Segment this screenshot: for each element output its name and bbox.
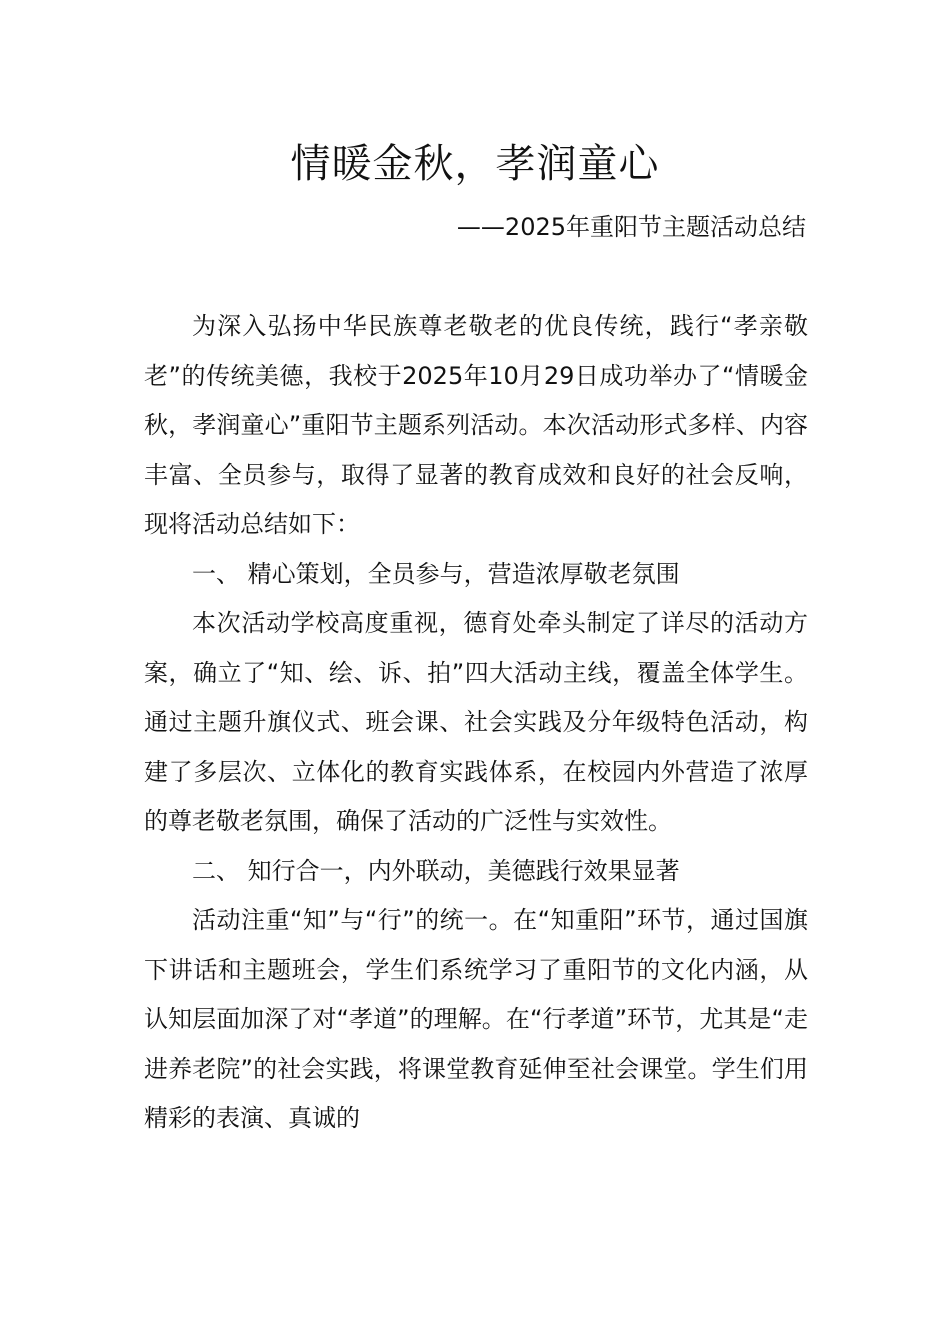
intro-paragraph: 为深入弘扬中华民族尊老敬老的优良传统，践行“孝亲敬老”的传统美德，我校于2025年10月29日成功举办了“情暖金秋，孝润童心”重阳节主题系列活动。本次活动形式多样、内容丰富、全员参与，取得了显著的教育成效和良好的社会反响，现将活动总结如下： [144, 312, 808, 538]
section-heading-1: 一、 精心策划，全员参与，营造浓厚敬老氛围 [192, 559, 680, 588]
document-title: 情暖金秋，孝润童心 [290, 141, 660, 187]
document-body [144, 302, 808, 1144]
section-body-1: 本次活动学校高度重视，德育处牵头制定了详尽的活动方案，确立了“知、绘、诉、拍”四大活动主线，覆盖全体学生。通过主题升旗仪式、班会课、社会实践及分年级特色活动，构建了多层次、立体化的教育实践体系，在校园内外营造了浓厚的尊老敬老氛围，确保了活动的广泛性与实效性。 [144, 609, 808, 835]
document-subtitle: ——2025年重阳节主题活动总结 [456, 213, 806, 241]
section-heading-2: 二、 知行合一，内外联动，美德践行效果显著 [192, 856, 680, 885]
section-body-2: 活动注重“知”与“行”的统一。在“知重阳”环节，通过国旗下讲话和主题班会，学生们系统学习了重阳节的文化内涵，从认知层面加深了对“孝道”的理解。在“行孝道”环节，尤其是“走进养老院”的社会实践，将课堂教育延伸至社会课堂。学生们用精彩的表演、真诚的 [144, 906, 808, 1132]
